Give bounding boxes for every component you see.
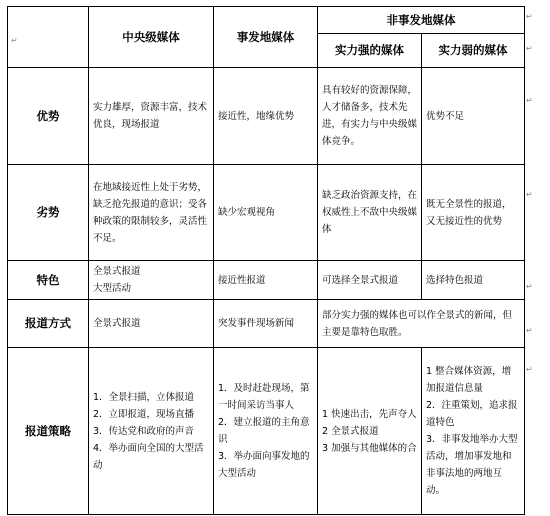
cell-line: 1 快速出击，先声夺人 (322, 408, 417, 420)
cell-strong: 具有较好的资源保障，人才储备多，技术先进，有实力与中央级媒体竞争。 (318, 68, 422, 165)
cell-strong (318, 348, 422, 515)
cell-weak: 既无全景性的报道，又无接近性的优势 (422, 165, 525, 261)
cell-local: 突发事件现场新闻 (214, 300, 318, 348)
row-end-mark: ↵ (526, 96, 533, 105)
cell-line: 1．全景扫描，立体报道 (93, 391, 195, 403)
cell-non-local: 部分实力强的媒体也可以作全景式的新闻，但主要是靠特色取胜。 (318, 300, 525, 348)
cell-central (89, 348, 214, 515)
cell-local: 接近性，地缘优势 (214, 68, 318, 165)
header-local: 事发地媒体 (214, 7, 318, 68)
cell-local (214, 348, 318, 515)
cell-line: 大型活动 (93, 283, 132, 294)
cell-line: 2．注重策划，追求报道特色 (426, 400, 518, 428)
row-label-advantage: 优势 (8, 68, 89, 165)
cell-line: 2．建立报道的主角意识 (218, 417, 310, 445)
row-label-strategy: 报道策略 (8, 348, 89, 515)
cell-line: 1．及时赶赴现场，第一时间采访当事人 (218, 383, 310, 411)
header-central: 中央级媒体 (89, 7, 214, 68)
table-row-disadvantage (8, 165, 525, 261)
cell-line: 3．传达党和政府的声音 (93, 425, 195, 437)
cell-weak: 优势不足 (422, 68, 525, 165)
cell-line: 4．举办面向全国的大型活动 (93, 442, 204, 471)
row-end-mark: ↵ (526, 282, 533, 291)
table-row-strategy (8, 348, 525, 515)
paragraph-mark: ↵ (11, 36, 18, 45)
row-end-mark: ↵ (526, 12, 533, 21)
table-row-advantage (8, 68, 525, 165)
row-end-mark: ↵ (526, 365, 533, 374)
row-end-mark: ↵ (526, 326, 533, 335)
header-non-local: 非事发地媒体 (318, 7, 525, 34)
cell-line: 2 全景式报道 (322, 425, 379, 437)
media-comparison-table (7, 6, 525, 515)
cell-central (89, 261, 214, 300)
cell-line: 2．立即报道，现场直播 (93, 408, 195, 420)
cell-weak (422, 348, 525, 515)
row-end-mark: ↵ (526, 190, 533, 199)
header-row-1 (8, 7, 525, 34)
row-end-mark: ↵ (526, 44, 533, 53)
cell-strong: 可选择全景式报道 (318, 261, 422, 300)
cell-line: 3．举办面向事发地的大型活动 (218, 451, 310, 479)
cell-line: 1 整合媒体资源，增加报道信息量 (426, 366, 512, 394)
cell-local: 缺少宏观视角 (214, 165, 318, 261)
row-label-method: 报道方式 (8, 300, 89, 348)
cell-local: 接近性报道 (214, 261, 318, 300)
cell-line: 3．非事发地举办大型活动，增加事发地和非事法地的两地互动。 (426, 434, 518, 496)
corner-cell (8, 7, 89, 68)
cell-central: 实力雄厚，资源丰富，技术优良，现场报道 (89, 68, 214, 165)
header-strong: 实力强的媒体 (318, 34, 422, 68)
table-row-method (8, 300, 525, 348)
cell-strong: 缺乏政治资源支持，在权威性上不敌中央级媒体 (318, 165, 422, 261)
cell-central: 在地域接近性上处于劣势，缺乏抢先报道的意识；受各种政策的限制较多，灵活性不足。 (89, 165, 214, 261)
row-label-disadvantage: 劣势 (8, 165, 89, 261)
cell-line: 全景式报道 (93, 266, 141, 277)
header-weak: 实力弱的媒体 (422, 34, 525, 68)
cell-line: 3 加强与其他媒体的合 (322, 442, 417, 454)
cell-central: 全景式报道 (89, 300, 214, 348)
row-label-feature: 特色 (8, 261, 89, 300)
cell-weak: 选择特色报道 (422, 261, 525, 300)
table-row-feature (8, 261, 525, 300)
